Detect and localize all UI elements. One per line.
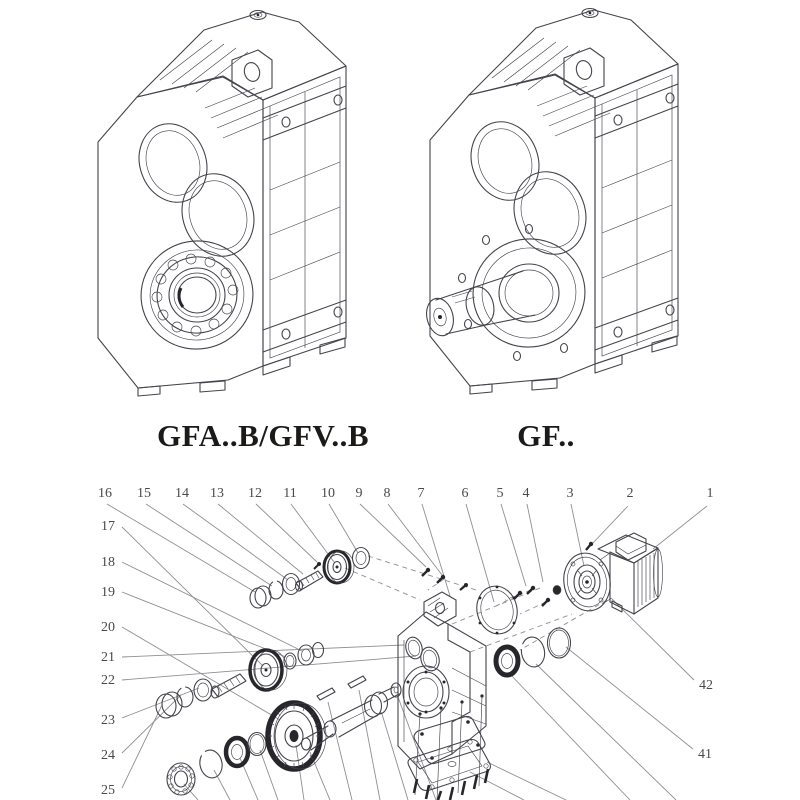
- callout-8: 8: [383, 486, 391, 501]
- callout-18: 18: [101, 555, 115, 570]
- flange-bolt: [586, 542, 593, 550]
- callout-13: 13: [210, 486, 224, 501]
- intermediate-shaft-assembly: [156, 643, 324, 719]
- callout-23: 23: [101, 713, 115, 728]
- callout-9: 9: [355, 486, 363, 501]
- callout-6: 6: [461, 486, 469, 501]
- set-bolt: [314, 562, 321, 569]
- output-gear: [268, 703, 326, 769]
- flange-bolt-holes: [459, 225, 568, 361]
- bolt: [527, 586, 535, 594]
- callout-5: 5: [496, 486, 504, 501]
- bolt: [437, 575, 445, 583]
- callout-15: 15: [137, 486, 151, 501]
- callout-11: 11: [283, 486, 297, 501]
- round-ring: [548, 628, 571, 658]
- output-shaft: [423, 271, 535, 339]
- gearbox-front-view-drawing: [98, 11, 346, 397]
- oil-pan: [408, 740, 490, 791]
- plug: [553, 586, 561, 595]
- callout-24: 24: [101, 748, 115, 763]
- callout-17: 17: [101, 519, 115, 534]
- pan-bolts: [414, 769, 488, 800]
- callout-16: 16: [98, 486, 112, 501]
- ball-bearing: [298, 645, 314, 665]
- oil-seal: [496, 647, 518, 675]
- gearbox-shaft-view-drawing: [423, 9, 678, 395]
- callout-42: 42: [699, 678, 713, 693]
- output-shaft-assembly: [167, 676, 401, 795]
- pinion-shaft: [211, 674, 246, 698]
- snap-ring: [269, 581, 283, 599]
- callout-3: 3: [566, 486, 574, 501]
- spacer-ring: [313, 643, 324, 658]
- retaining-ring: [519, 635, 547, 669]
- electric-motor: [586, 533, 663, 614]
- input-shaft-assembly: [250, 548, 370, 609]
- ball-bearing: [353, 548, 370, 569]
- oil-seal: [226, 738, 248, 766]
- callout-numbers-top: [98, 486, 714, 501]
- callout-2: 2: [626, 486, 634, 501]
- callout-14: 14: [175, 486, 189, 501]
- bearing-face-detail: [151, 251, 243, 340]
- label-left-model: GFA..B/GFV..B: [156, 418, 370, 453]
- ball-bearing: [194, 679, 212, 701]
- callout-4: 4: [522, 486, 530, 501]
- callout-20: 20: [101, 620, 115, 635]
- callout-22: 22: [101, 673, 115, 688]
- callout-numbers-right: [698, 678, 713, 762]
- label-right-model: GF..: [517, 418, 575, 453]
- seal-ring: [248, 733, 266, 756]
- callout-12: 12: [248, 486, 262, 501]
- leader-lines-right: [566, 599, 694, 749]
- motor-flange: [559, 549, 614, 614]
- exploded-view: [98, 486, 714, 800]
- callout-1: 1: [706, 486, 714, 501]
- callout-41: 41: [698, 747, 712, 762]
- shaft-key: [317, 688, 335, 700]
- callout-numbers-left: [101, 519, 115, 798]
- gear-wheel: [250, 650, 287, 690]
- callout-10: 10: [321, 486, 335, 501]
- roller-bearing: [167, 763, 195, 795]
- end-cap: [250, 586, 271, 608]
- pinion-shaft: [296, 571, 324, 591]
- callout-21: 21: [101, 650, 115, 665]
- washer: [284, 653, 296, 669]
- flange-gasket: [472, 582, 521, 637]
- callout-19: 19: [101, 585, 115, 600]
- callout-7: 7: [417, 486, 425, 501]
- gear-wheel: [324, 551, 354, 583]
- shaft-key: [348, 676, 366, 688]
- snap-ring: [197, 748, 224, 780]
- callout-25: 25: [101, 783, 115, 798]
- gearbox-housing: [398, 592, 486, 769]
- bolt: [542, 598, 550, 606]
- bolt: [460, 583, 468, 590]
